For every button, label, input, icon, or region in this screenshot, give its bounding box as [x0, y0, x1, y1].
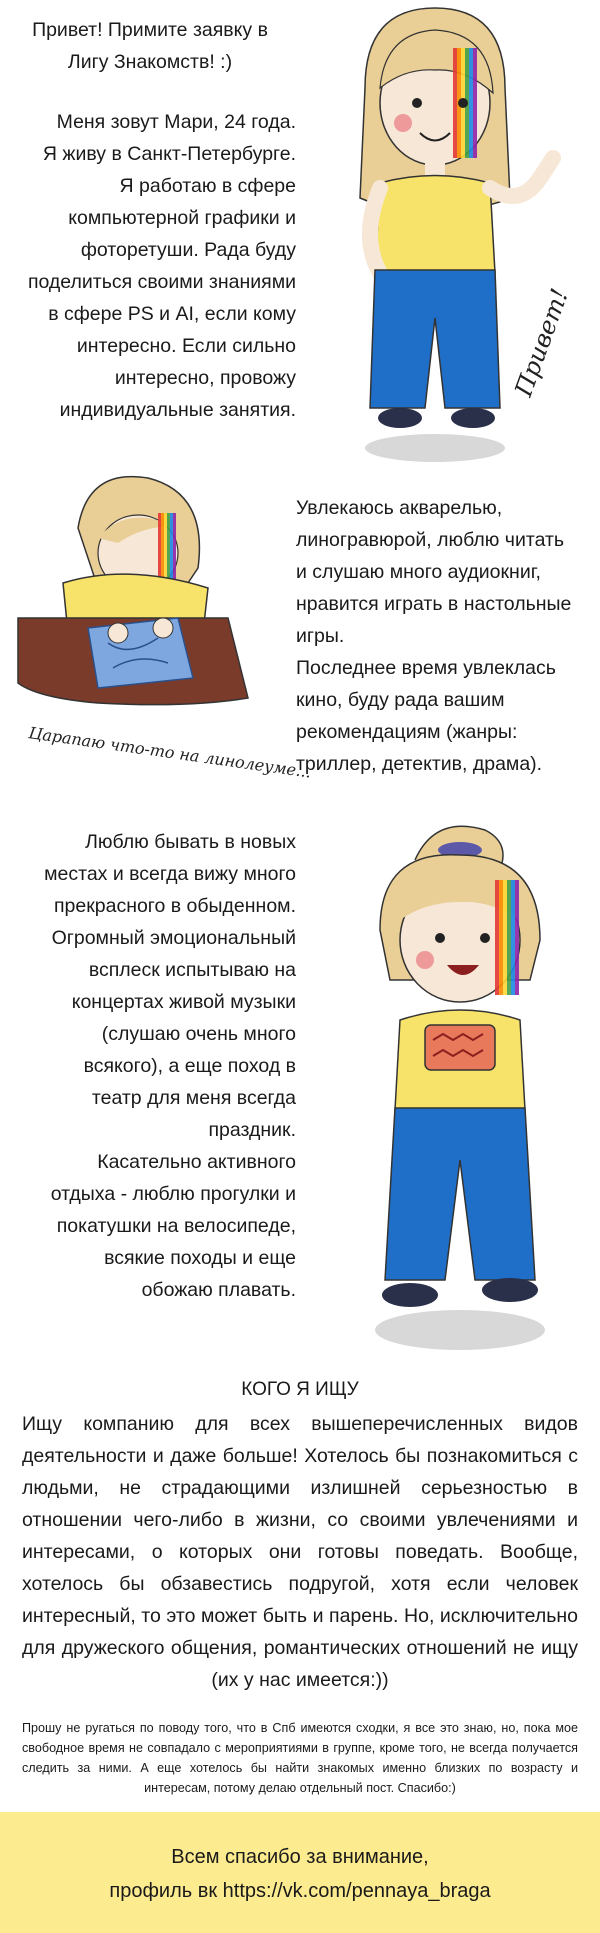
- handwritten-caption: Царапаю что-то на линолеуме...: [27, 723, 313, 782]
- note-section: [22, 1718, 578, 1798]
- footer-band: [0, 1812, 600, 1933]
- looking-for-section: [22, 1374, 578, 1696]
- note-text: Прошу не ругаться по поводу того, что в Спб имеются сходки, я все это знаю, но, пока мое свободное время не совпадало с мероприятиями в группе, кроме того, не всегда получается следить за ними. А еще хотелось бы найти знакомых именно близких по возрасту и интересам, потому делаю отдельный пост. Спасибо:): [22, 1721, 578, 1795]
- girl-waving-illustration: [335, 8, 585, 478]
- about-text: Меня зовут Мари, 24 года. Я живу в Санкт-Петербурге. Я работаю в сфере компьютерной графики и фоторетуши. Рада буду поделиться своими знаниями в сфере PS и AI, если кому интересно. Если сильно интересно, провожу индивидуальные занятия.: [27, 111, 296, 421]
- interests-section: [0, 826, 296, 1306]
- footer-thanks: Всем спасибо за внимание,: [171, 1846, 429, 1868]
- interests-text: Люблю бывать в новых местах и всегда вижу много прекрасного в обыденном. Огромный эмоциональный всплеск испытываю на концертах живой музыки (слушаю очень много всякого), а еще поход в театр для меня всегда праздник. Касательно активного отдыха - люблю прогулки и покатушки на велосипеде, всякие походы и еще обожаю плавать.: [44, 831, 296, 1301]
- girl-with-phone-illustration: [345, 820, 585, 1360]
- footer-profile-link[interactable]: профиль вк https://vk.com/pennaya_braga: [109, 1880, 491, 1902]
- greeting-text: Привет! Примите заявку в Лигу Знакомств! :): [32, 19, 268, 73]
- girl-carving-linoleum-illustration: [18, 468, 313, 788]
- hobbies-section: [296, 492, 596, 780]
- handwritten-greeting: Привет!: [509, 284, 575, 401]
- intro-section: [0, 14, 300, 426]
- looking-for-text: Ищу компанию для всех вышеперечисленных видов деятельности и даже больше! Хотелось бы познакомиться с людьми, не страдающими излишней серьезностью в отношении чего-либо в жизни, со своими увлечениями и интересами, о которых они готовы поведать. Вообще, хотелось бы обзавестись подругой, хотя если человек интересный, то это может быть и парень. Но, исключительно для дружеского общения, романтических отношений не ищу (их у нас имеется:)): [22, 1413, 578, 1691]
- looking-for-heading: КОГО Я ИЩУ: [241, 1379, 359, 1400]
- hobbies-text: Увлекаюсь акварелью, линогравюрой, люблю читать и слушаю много аудиокниг, нравится играть в настольные игры. Последнее время увлеклась кино, буду рада вашим рекомендациям (жанры: триллер, детектив, драма).: [296, 497, 572, 775]
